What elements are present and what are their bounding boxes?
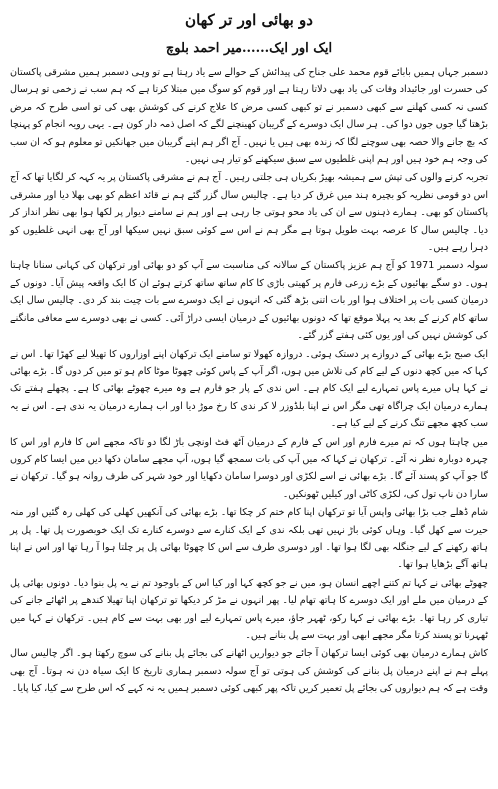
article-paragraph: میں چاہتا ہوں کہ تم میرے فارم اور اس کے فارم کے درمیان آٹھ فٹ اونچی باڑ لگا دو تاکہ مجھے اس کا فارم اور اس کا چہرہ دوبارہ نظر نہ آئے۔ ترکھان نے کہا کہ میں آپ کی بات سمجھ گیا ہوں، آپ مجھے سامان دکھا دیں میں ایسا کام کروں گا جو آپ کو پسند آئے گا۔ بڑے بھائی نے اسے لکڑی اور دوسرا سامان دکھایا اور خود شہر کی طرف روانہ ہو گیا۔ ترکھان نے سارا دن ناپ تول کی، لکڑی کاٹی اور کیلیں ٹھونکیں۔ xyxy=(10,436,488,500)
article-body xyxy=(10,64,488,698)
article-paragraph: چھوٹے بھائی نے کہا تم کتنے اچھے انسان ہو، میں نے جو کچھ کہا اور کیا اس کے باوجود تم نے یہ پل بنوا دیا۔ دونوں بھائی پل کے درمیان میں ملے اور ایک دوسرے کا ہاتھ تھام لیا۔ پھر انہوں نے مڑ کر دیکھا تو ترکھان اپنا تھیلا کندھے پر اٹھائے جانے کی تیاری کر رہا تھا۔ بڑے بھائی نے کہا رکو، ٹھہر جاؤ، میرے پاس تمہارے لیے اور بھی بہت سے کام ہیں۔ ترکھان نے کہا میں ٹھہرنا تو پسند کرتا مگر مجھے ابھی اور بہت سے پل بنانے ہیں۔ xyxy=(10,577,488,641)
article-byline: ایک اور ایک......میر احمد بلوچ xyxy=(165,41,333,56)
article-paragraph: شام ڈھلے جب بڑا بھائی واپس آیا تو ترکھان اپنا کام ختم کر چکا تھا۔ بڑے بھائی کی آنکھیں کھلی کی کھلی رہ گئیں اور منہ حیرت سے کھل گیا۔ وہاں کوئی باڑ نہیں تھی بلکہ ندی کے ایک کنارے سے دوسرے کنارے تک ایک خوبصورت پل تھا۔ پل پر ہاتھ رکھنے کے لیے جنگلہ بھی لگا ہوا تھا۔ اور دوسری طرف سے اس کا چھوٹا بھائی پل پر چلتا ہوا آ رہا تھا اور اس نے اپنا ہاتھ آگے بڑھایا ہوا تھا۔ xyxy=(10,507,488,571)
article-paragraph: سولہ دسمبر 1971 کو آج ہم عزیز پاکستان کے سالانہ کی مناسبت سے آپ کو دو بھائی اور ترکھان کی کہانی سنانا چاہتا ہوں۔ دو سگے بھائیوں کے بڑے زرعی فارم پر کھیتی باڑی کا کام ساتھ ساتھ کرتے ہوئے ان کا ایک واقعہ پیش آیا۔ دونوں کے درمیان کسی بات پر اختلاف ہوا اور بات اتنی بڑھ گئی کہ انہوں نے ایک دوسرے سے بات چیت بند کر دی۔ چالیس سال ایک ساتھ کام کرنے کے بعد یہ پہلا موقع تھا کہ دونوں بھائیوں کے درمیان ایسی دراڑ آئی۔ کسی نے بھی دوسرے سے معافی مانگنے کی کوشش نہیں کی اور یوں کئی ہفتے گزر گئے۔ xyxy=(10,260,489,342)
article-paragraph: دسمبر جہاں ہمیں بابائے قوم محمد علی جناح کی پیدائش کے حوالے سے یاد رہتا ہے تو وہی دسمبر ہمیں مشرقی پاکستان کی حسرت اور جائیداد وفات کی یاد بھی دلاتا رہتا ہے اور قوم کو سوگ میں مبتلا کرتا ہے کہ ہم سب نے زخمی تو ہرسال کسی نہ کسی کھلنے سے کبھی دسمبر نے تو کبھی کسی مرض کا علاج کرنے کی کوشش بھی کی تو اسی طرح کہ مرض بڑھتا گیا جوں جوں دوا کی۔ ہر سال ایک دوسرے کے گریبان کھینچنے لگے کہ اصل ذمہ دار کون ہے۔ یہی رویہ انجام کو پہنچا کہ بچ جانے والا حصہ بھی سوچنے لگا کہ زندہ بھی ہیں یا نہیں۔ آج اگر ہم اپنے گریبان میں جھانکیں تو معلوم ہو کہ ان سب کی وجہ ہم خود ہیں اور ہم اپنی غلطیوں سے سبق سیکھنے کو تیار ہی نہیں۔ xyxy=(10,67,488,166)
article-paragraph: کاش ہمارے درمیان بھی کوئی ایسا ترکھان آ جائے جو دیواریں اٹھانے کی بجائے پل بنانے کی سوچ رکھتا ہو۔ اگر چالیس سال پہلے ہم نے اپنے درمیان پل بنانے کی کوشش کی ہوتی تو آج سولہ دسمبر ہماری تاریخ کا ایک سیاہ دن نہ ہوتا۔ آج بھی وقت ہے کہ ہم دیواروں کی بجائے پل تعمیر کریں تاکہ پھر کبھی کوئی دسمبر ہمیں یہ نہ کہے کہ اس طرح سے کیا، کیا پایا۔ xyxy=(10,648,488,695)
article-paragraph: ایک صبح بڑے بھائی کے دروازے پر دستک ہوئی۔ دروازہ کھولا تو سامنے ایک ترکھان اپنے اوزاروں کا تھیلا لیے کھڑا تھا۔ اس نے کہا کہ میں کچھ دنوں کے لیے کام کی تلاش میں ہوں، اگر آپ کے پاس کوئی چھوٹا موٹا کام ہو تو میں کر دوں گا۔ بڑے بھائی نے کہا ہاں میرے پاس تمہارے لیے ایک کام ہے۔ اس ندی کے پار جو فارم ہے وہ میرے چھوٹے بھائی کا ہے۔ پچھلے ہفتے تک ہمارے درمیان ایک چراگاہ تھی مگر اس نے اپنا بلڈوزر لا کر ندی کا رخ موڑ دیا اور اب ہمارے درمیان یہ ندی ہے۔ اس نے یہ سب کچھ مجھے تنگ کرنے کے لیے کیا ہے۔ xyxy=(10,348,488,430)
article-paragraph: تجربہ کرنے والوں کی تپش سے ہمیشہ بھیڑ بکریاں ہی جلتی رہیں۔ آج ہم نے مشرقی پاکستان پر یہ کہہ کر لگایا تھا کہ آج اس دو قومی نظریہ کو بچیرہ ہند میں غرق کر دیا ہے۔ چالیس سال گزر گئے ہم نے قائد اعظم کو بھی بھلا دیا اور مشرقی پاکستان کو بھی۔ ہمارے ذہنوں سے ان کی یاد محو ہوتی جا رہی ہے اور ہم نے سامنے دیوار پر لکھا ہوا بھی نظر انداز کر دیا۔ چالیس سال کا عرصہ بہت طویل ہوتا ہے مگر ہم نے اس سے کوئی سبق نہیں سیکھا اور آج بھی انہی غلطیوں کو دہرا رہے ہیں۔ xyxy=(10,172,488,254)
article-title: دو بھائی اور تر کھان xyxy=(185,11,313,29)
